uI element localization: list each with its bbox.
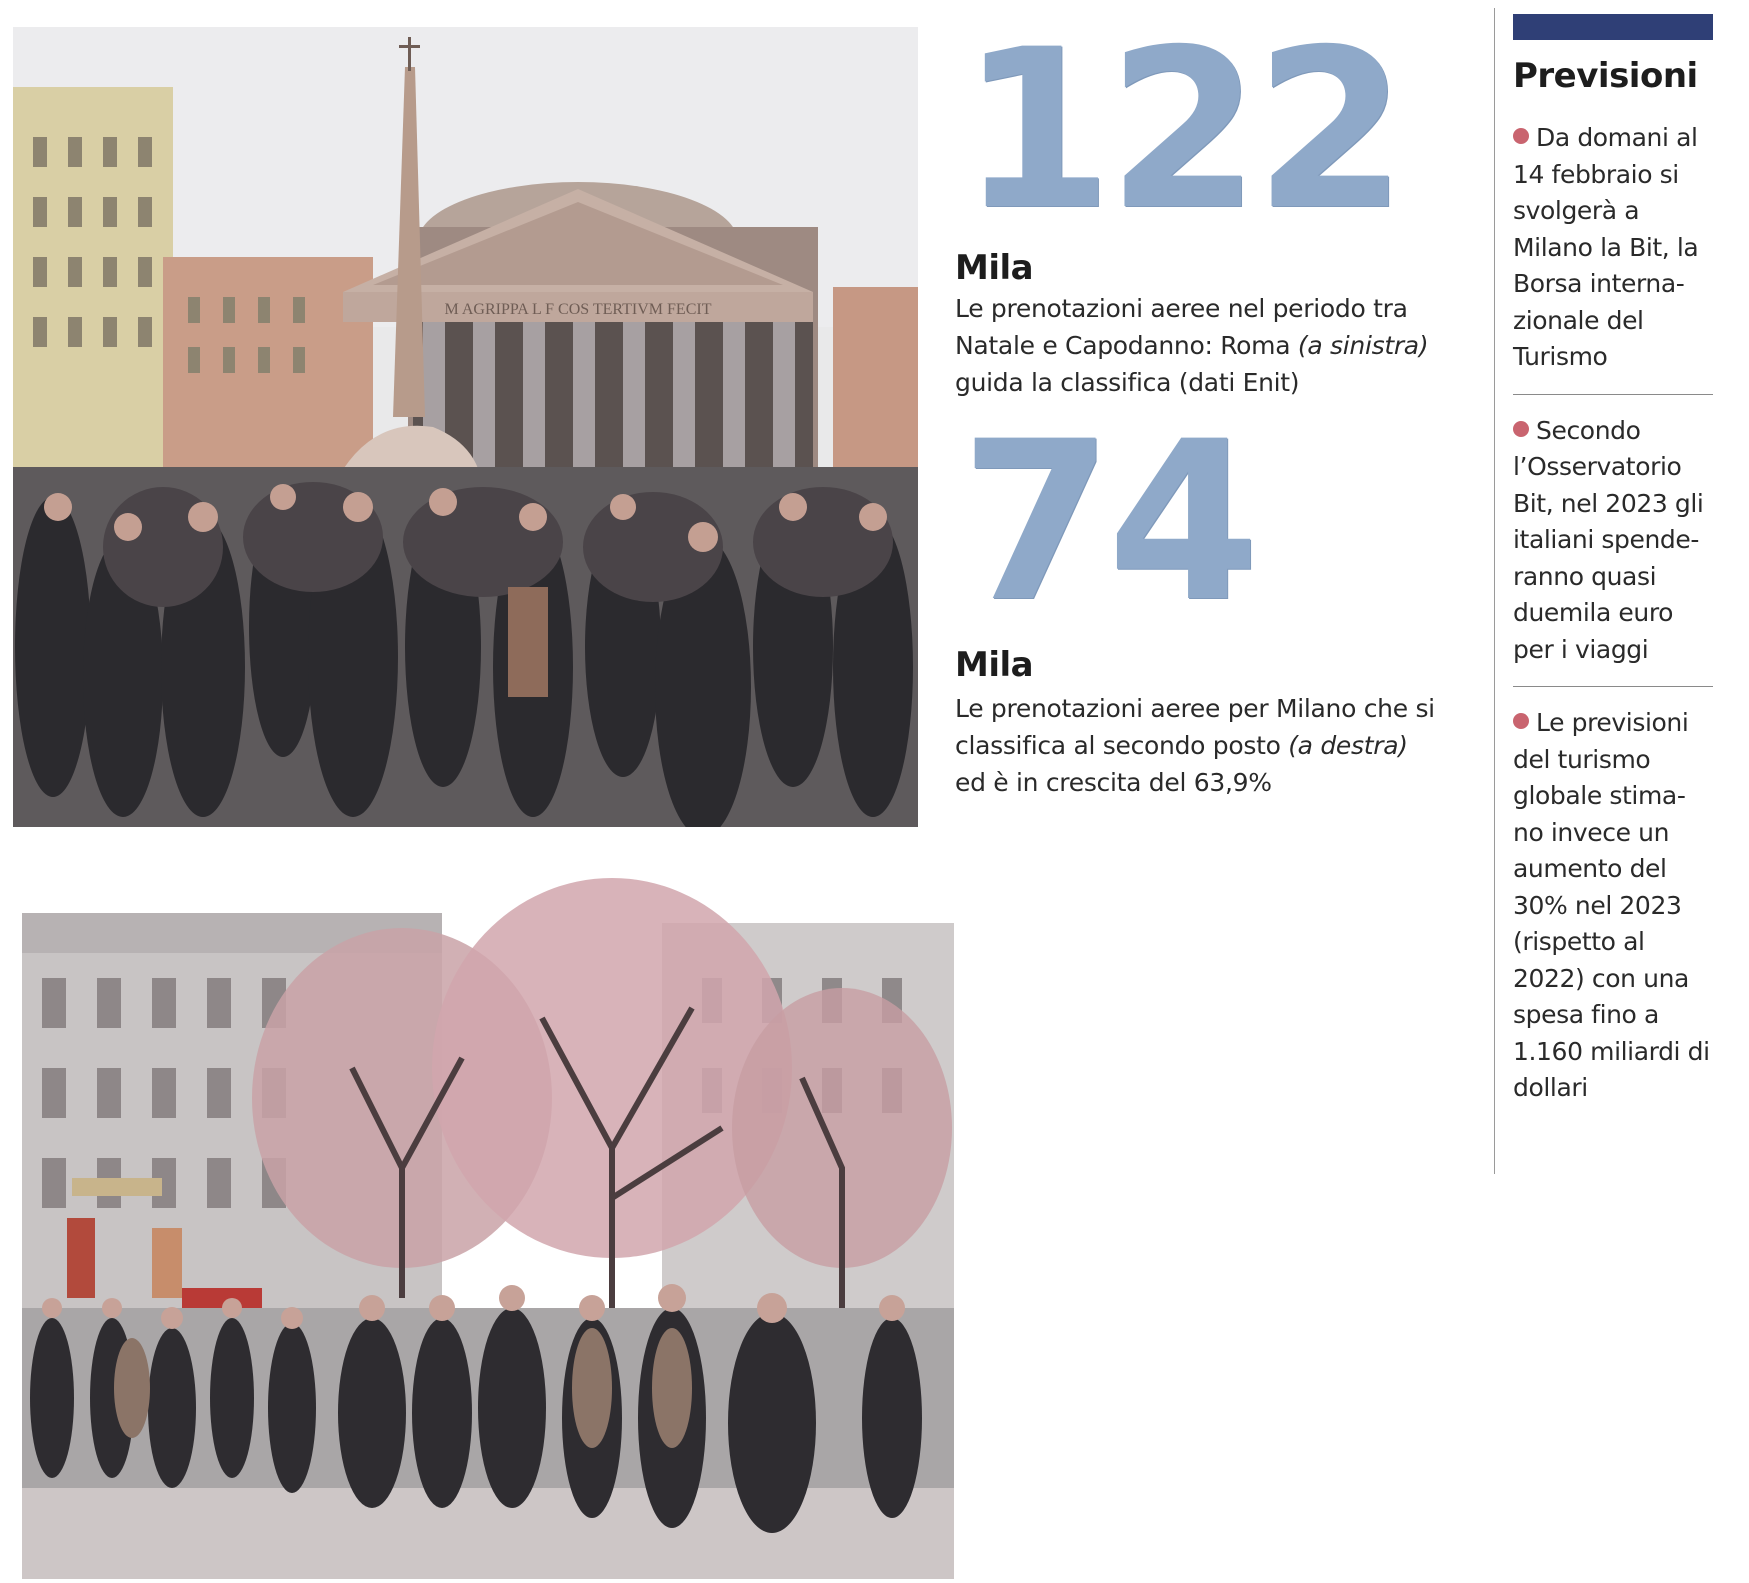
stat-2-unit: Mila — [955, 645, 1034, 685]
stat-1-caption-italic: (a sinistra) — [1297, 331, 1429, 360]
stat-1-caption-text: Le prenotazioni aeree nel periodo tra Natale e Capodanno: Roma — [955, 294, 1408, 360]
sidebar-divider — [1494, 8, 1495, 1174]
bullet-dot-icon — [1513, 713, 1529, 729]
milan-square-illustration — [22, 868, 954, 1579]
stat-2-caption-text: Le prenotazioni aeree per Milano che si classifica al secondo posto — [955, 694, 1435, 760]
pantheon-inscription: M AGRIPPA L F COS TERTIVM FECIT — [444, 301, 712, 318]
sidebar-separator — [1513, 394, 1713, 395]
sidebar-previsioni — [1513, 14, 1713, 1125]
stat-2-caption-italic: (a destra) — [1288, 731, 1408, 760]
sidebar-title: Previsioni — [1513, 56, 1698, 96]
stat-2-number: 74 — [960, 394, 1255, 650]
stat-2-caption — [955, 690, 1435, 801]
stat-1-unit: Mila — [955, 248, 1034, 288]
stat-2-caption-text-end: ed è in crescita del 63,9% — [955, 768, 1272, 797]
photo-pantheon-rome — [13, 27, 918, 827]
stat-1-number: 122 — [960, 2, 1402, 258]
sidebar-item — [1513, 701, 1713, 1125]
sidebar-item — [1513, 116, 1713, 394]
sidebar-item-text: Secondo l’Osservatorio Bit, nel 2023 gli italiani spende-ranno quasi duemila euro per i viaggi — [1513, 415, 1704, 664]
bullet-dot-icon — [1513, 421, 1529, 437]
stat-1-caption — [955, 290, 1435, 401]
photo-piazza-milan — [22, 868, 954, 1579]
stat-1-caption-text-end: guida la classifica (dati Enit) — [955, 368, 1300, 397]
sidebar-item — [1513, 409, 1713, 687]
sidebar-item-text: Le previsioni del turismo globale stima-no invece un aumento del 30% nel 2023 (rispetto al 2022) con una spesa fino a 1.160 miliardi di dollari — [1513, 708, 1710, 1102]
pantheon-illustration — [13, 27, 918, 827]
bullet-dot-icon — [1513, 128, 1529, 144]
sidebar-top-bar — [1513, 14, 1713, 40]
sidebar-item-text: Da domani al 14 febbraio si svolgerà a Milano la Bit, la Borsa interna-zionale del Turismo — [1513, 123, 1699, 371]
sidebar-separator — [1513, 686, 1713, 687]
